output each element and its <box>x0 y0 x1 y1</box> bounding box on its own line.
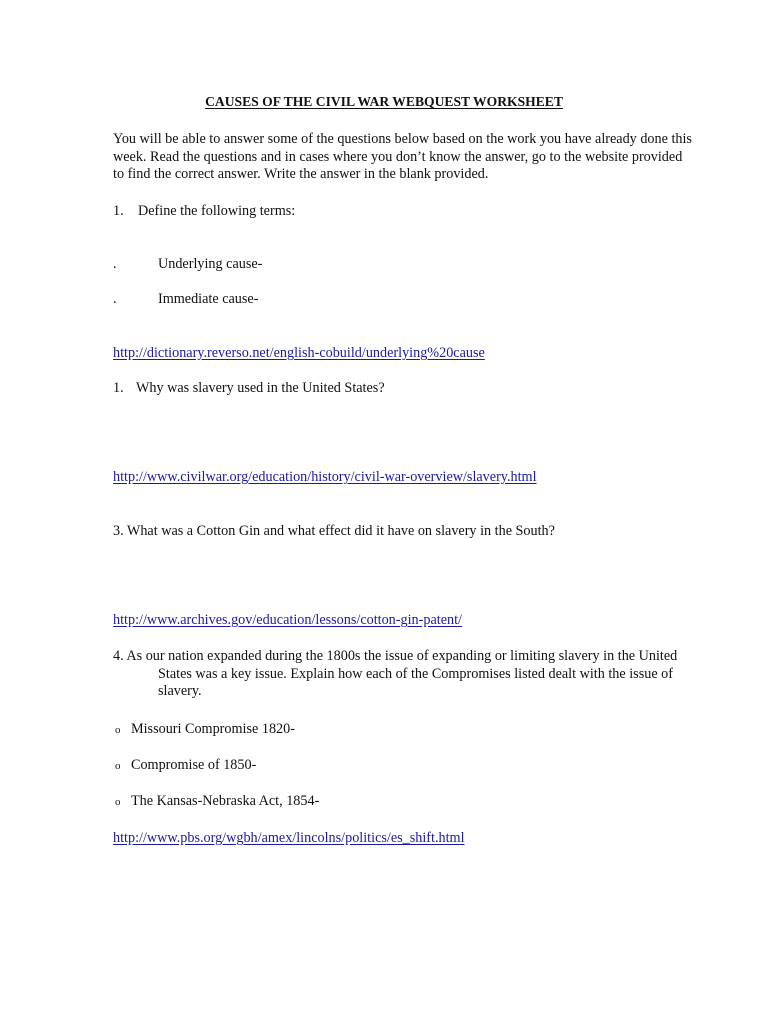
link-civilwar-slavery[interactable]: http://www.civilwar.org/education/history/civil-war-overview/slavery.html <box>113 469 537 485</box>
item-compromise-1850: Compromise of 1850- <box>131 757 257 773</box>
link-archives-cotton-gin[interactable]: http://www.archives.gov/education/lessons/cotton-gin-patent/ <box>113 612 462 628</box>
page-title: CAUSES OF THE CIVIL WAR WEBQUEST WORKSHEET <box>205 94 563 109</box>
q4-line-2: States was a key issue. Explain how each of the Compromises listed dealt with the issue of <box>158 666 673 682</box>
q2-text: Why was slavery used in the United States? <box>136 380 385 396</box>
link-pbs-lincolns[interactable]: http://www.pbs.org/wgbh/amex/lincolns/politics/es_shift.html <box>113 830 465 846</box>
link-reverso-dictionary[interactable]: http://dictionary.reverso.net/english-cobuild/underlying%20cause <box>113 345 485 361</box>
intro-line-3: to find the correct answer. Write the answer in the blank provided. <box>113 166 489 182</box>
item-kansas-nebraska-act: The Kansas-Nebraska Act, 1854- <box>131 793 320 809</box>
list-bullet: o <box>115 760 121 772</box>
q4-line-1: 4. As our nation expanded during the 1800s the issue of expanding or limiting slavery in the United <box>113 648 678 664</box>
q4-line-3: slavery. <box>158 683 202 699</box>
term-bullet: . <box>113 256 117 272</box>
item-missouri-compromise: Missouri Compromise 1820- <box>131 721 295 737</box>
term-immediate-cause: Immediate cause- <box>158 291 259 307</box>
q1-text: Define the following terms: <box>138 203 296 219</box>
intro-line-2: week. Read the questions and in cases where you don’t know the answer, go to the website provided <box>113 149 683 165</box>
q2-number: 1. <box>113 380 124 396</box>
q1-number: 1. <box>113 203 124 219</box>
intro-line-1: You will be able to answer some of the questions below based on the work you have already done this <box>113 131 692 147</box>
list-bullet: o <box>115 724 121 736</box>
term-bullet: . <box>113 291 117 307</box>
list-bullet: o <box>115 796 121 808</box>
q3-text: 3. What was a Cotton Gin and what effect did it have on slavery in the South? <box>113 523 555 539</box>
term-underlying-cause: Underlying cause- <box>158 256 263 272</box>
